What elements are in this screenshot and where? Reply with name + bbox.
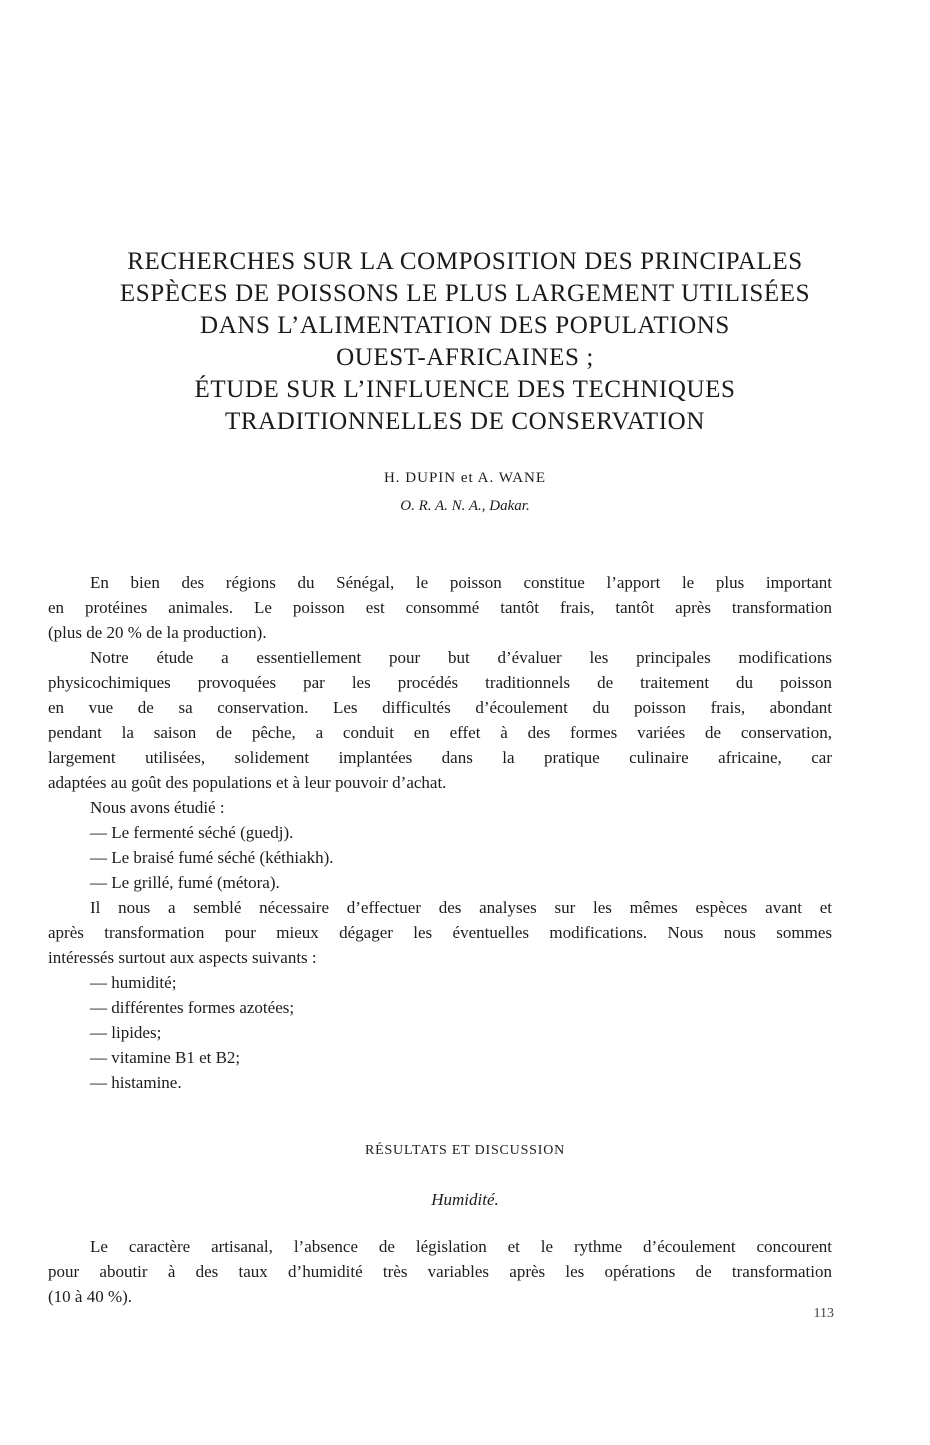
list-item: — différentes formes azotées;: [90, 998, 295, 1017]
text-line: intéressés surtout aux aspects suivants :: [48, 948, 317, 967]
title-line: TRADITIONNELLES DE CONSERVATION: [224, 408, 705, 435]
list-item: — Le grillé, fumé (métora).: [90, 873, 280, 892]
list-item: — Le braisé fumé séché (kéthiakh).: [90, 848, 334, 867]
body-text: [48, 570, 832, 1095]
page-number: 113: [813, 1306, 834, 1321]
text-line: pendant la saison de pêche, a conduit en effet à des formes variées de conservation,: [48, 723, 832, 742]
text-line: (plus de 20 % de la production).: [48, 623, 267, 642]
text-line: Le caractère artisanal, l’absence de législation et le rythme d’écoulement concourent: [90, 1237, 832, 1256]
text-line: physicochimiques provoquées par les procédés traditionnels de traitement du poisson: [48, 673, 832, 692]
text-line: largement utilisées, solidement implantées dans la pratique culinaire africaine, car: [48, 748, 832, 767]
text-line: après transformation pour mieux dégager les éventuelles modifications. Nous nous sommes: [48, 923, 832, 942]
text-line: Il nous a semblé nécessaire d’effectuer des analyses sur les mêmes espèces avant et: [90, 898, 832, 917]
text-line: en protéines animales. Le poisson est consommé tantôt frais, tantôt après transformation: [48, 598, 832, 617]
text-line: (10 à 40 %).: [48, 1287, 133, 1306]
text-line: Notre étude a essentiellement pour but d’évaluer les principales modifications: [90, 648, 832, 667]
author-affiliation: O. R. A. N. A., Dakar.: [400, 498, 530, 514]
section-heading: RÉSULTATS ET DISCUSSION: [364, 1143, 566, 1158]
title-line: OUEST-AFRICAINES ;: [336, 344, 594, 371]
list-item: — histamine.: [90, 1073, 182, 1092]
article-title: [48, 246, 882, 438]
list-item: — vitamine B1 et B2;: [90, 1048, 241, 1067]
text-line: en vue de sa conservation. Les difficultés d’écoulement du poisson frais, abondant: [48, 698, 832, 717]
subsection-heading: Humidité.: [431, 1190, 499, 1209]
list-item: — lipides;: [90, 1023, 162, 1042]
title-line: DANS L’ALIMENTATION DES POPULATIONS: [200, 312, 730, 339]
text-line: pour aboutir à des taux d’humidité très variables après les opérations de transformation: [48, 1262, 832, 1281]
title-line: ESPÈCES DE POISSONS LE PLUS LARGEMENT UTILISÉES: [119, 280, 811, 307]
title-line: RECHERCHES SUR LA COMPOSITION DES PRINCIPALES: [127, 248, 803, 275]
author-names: H. DUPIN et A. WANE: [383, 470, 547, 486]
section-body-text: [48, 1234, 832, 1309]
text-line: En bien des régions du Sénégal, le poisson constitue l’apport le plus important: [90, 573, 832, 592]
text-line: adaptées au goût des populations et à leur pouvoir d’achat.: [48, 773, 447, 792]
title-line: ÉTUDE SUR L’INFLUENCE DES TECHNIQUES: [194, 376, 736, 403]
list-item: — Le fermenté séché (guedj).: [90, 823, 294, 842]
text-line: Nous avons étudié :: [90, 798, 225, 817]
list-item: — humidité;: [90, 973, 177, 992]
